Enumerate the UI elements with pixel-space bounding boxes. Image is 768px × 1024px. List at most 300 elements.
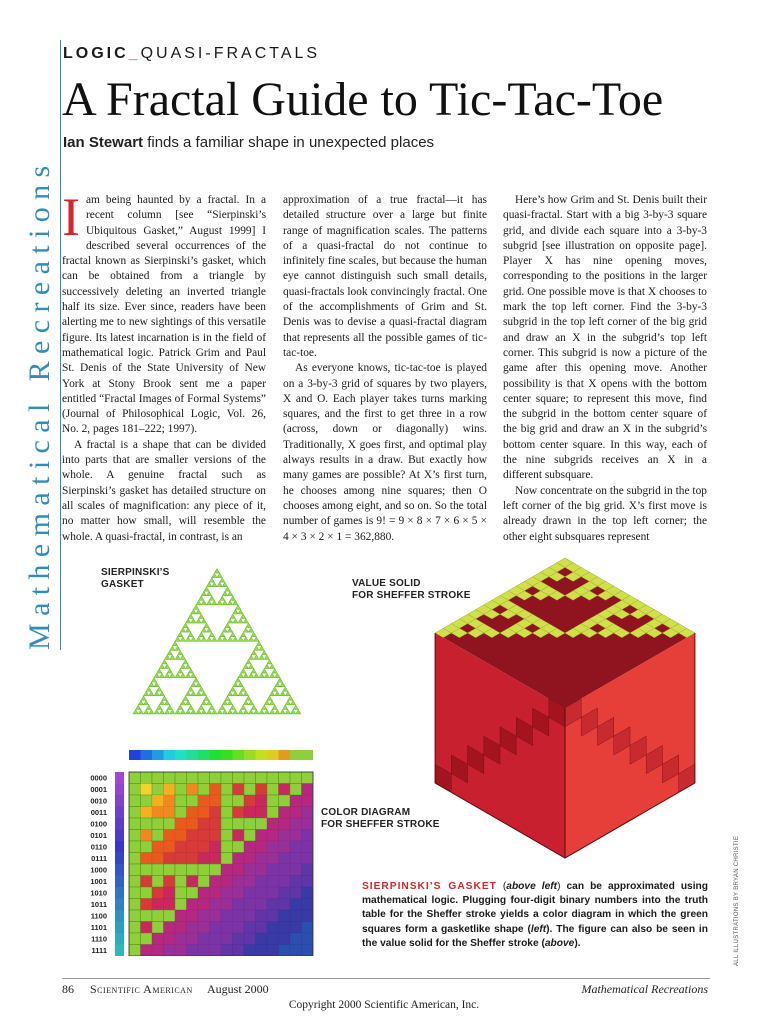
- legend-swatch: [115, 807, 124, 819]
- legend-swatch: [115, 910, 124, 922]
- gasket-triangle: [225, 587, 230, 592]
- color-cell: [244, 876, 256, 888]
- color-cell: [164, 818, 176, 830]
- color-cell: [210, 772, 222, 784]
- color-cell: [210, 784, 222, 796]
- color-cell: [279, 864, 291, 876]
- color-cell: [244, 772, 256, 784]
- color-cell: [187, 784, 199, 796]
- article-column-3: [503, 193, 707, 545]
- gasket-triangle: [165, 664, 170, 669]
- color-cell: [302, 945, 314, 957]
- binary-row-label: 0111: [91, 854, 107, 863]
- gasket-triangle: [233, 619, 238, 624]
- color-cell: [141, 818, 153, 830]
- color-cell: [233, 933, 245, 945]
- gasket-triangle: [277, 678, 282, 683]
- color-cell: [290, 899, 302, 911]
- binary-row-label: 1000: [90, 865, 107, 875]
- color-cell: [221, 876, 233, 888]
- paragraph: A fractal is a shape that can be divided into parts that are smaller versions of the whole. A genuine fractal such as Sierpinski’s gasket has detailed structure on all scales of magnification: any piece of it, no matter how small, will resemble the whole. A quasi-fractal, in contrast, is an: [62, 438, 266, 543]
- gasket-triangle: [259, 673, 264, 678]
- color-cell: [129, 795, 141, 807]
- color-cell: [221, 864, 233, 876]
- color-cell: [267, 841, 279, 853]
- color-cell: [267, 807, 279, 819]
- footer-rule: [62, 978, 710, 979]
- copyright: Copyright 2000 Scientific American, Inc.: [288, 999, 480, 1011]
- gasket-triangle: [209, 632, 214, 637]
- gasket-triangle: [264, 664, 269, 669]
- legend-swatch: [115, 933, 124, 945]
- gasket-triangle: [170, 709, 175, 714]
- gasket-triangle: [264, 709, 269, 714]
- color-cell: [152, 841, 164, 853]
- gasket-triangle: [133, 709, 138, 714]
- paragraph: approximation of a true fractal—it has detailed structure over a large but finite range of magnification scales. The patterns of a quasi-fractal do not continue to infinitely fine scales, but because the human eye cannot distinguish such small details, quasi-fractals look convincingly fractal. One of the accomplishments of Grim and St. Denis was to devise a quasi-fractal diagram that represents all the possible games of tic-tac-toe.: [283, 194, 487, 359]
- color-cell: [279, 772, 291, 784]
- color-cell: [256, 841, 268, 853]
- color-cell: [175, 887, 187, 899]
- color-cell: [175, 772, 187, 784]
- color-cell: [210, 887, 222, 899]
- gasket-triangle: [180, 637, 185, 642]
- byline-author: Ian Stewart: [63, 134, 144, 151]
- color-cell: [267, 922, 279, 934]
- gasket-triangle: [228, 637, 233, 642]
- color-cell: [233, 853, 245, 865]
- color-cell: [210, 899, 222, 911]
- gasket-triangle: [254, 673, 259, 678]
- binary-row-label: 0011: [90, 808, 107, 817]
- color-cell: [187, 945, 199, 957]
- gasket-triangle: [207, 709, 212, 714]
- color-cell: [175, 876, 187, 888]
- color-cell: [256, 887, 268, 899]
- color-cell: [290, 922, 302, 934]
- legend-swatch: [115, 784, 124, 796]
- legend-swatch: [115, 830, 124, 842]
- color-cell: [302, 864, 314, 876]
- gasket-triangle: [170, 646, 175, 651]
- legend-swatch: [115, 864, 124, 876]
- color-cell: [187, 887, 199, 899]
- gasket-triangle: [162, 696, 167, 701]
- gasket-triangle: [172, 641, 177, 646]
- color-cell: [187, 807, 199, 819]
- article-column-2: [283, 193, 487, 545]
- gasket-triangle: [259, 709, 264, 714]
- gasket-triangle: [270, 709, 275, 714]
- gasket-triangle: [243, 628, 248, 633]
- gasket-triangle: [262, 669, 267, 674]
- gasket-triangle: [165, 655, 170, 660]
- gasket-triangle: [180, 709, 185, 714]
- binary-row-label: 0001: [90, 785, 107, 794]
- color-cell: [129, 922, 141, 934]
- figure-caption: SIERPINSKI’S GASKET (above left) can be approximated using mathematical logic. Plugging four-digit binary numbers into the truth table for the Sheffer stroke yields a color diagram in which the green squares form a gasketlike shape (left). The figure can also be seen in the value solid for the Sheffer stroke (above).: [362, 881, 709, 949]
- color-cell: [233, 830, 245, 842]
- gasket-triangle: [254, 709, 259, 714]
- color-cell: [233, 807, 245, 819]
- legend-swatch: [115, 887, 124, 899]
- color-cell: [244, 933, 256, 945]
- color-cell: [175, 784, 187, 796]
- kicker-subtopic: QUASI-FRACTALS: [140, 45, 321, 62]
- gasket-triangle: [167, 669, 172, 674]
- gasket-triangle: [146, 705, 151, 710]
- legend-swatch: [198, 750, 210, 760]
- gasket-triangle: [283, 687, 288, 692]
- gasket-triangle: [209, 596, 214, 601]
- color-cell: [244, 899, 256, 911]
- gasket-triangle: [186, 673, 191, 678]
- gasket-triangle: [270, 664, 275, 669]
- legend-swatch: [233, 750, 245, 760]
- gasket-triangle: [207, 628, 212, 633]
- section-name: Mathematical Recreations: [581, 982, 708, 996]
- color-cell: [290, 887, 302, 899]
- gasket-triangle: [241, 614, 246, 619]
- gasket-triangle: [196, 691, 201, 696]
- gasket-triangle: [238, 673, 243, 678]
- gasket-triangle: [199, 705, 204, 710]
- gasket-triangle: [188, 614, 193, 619]
- color-cell: [141, 784, 153, 796]
- legend-swatch: [279, 750, 291, 760]
- caption-ref: left: [530, 923, 547, 935]
- gasket-triangle: [183, 659, 188, 664]
- color-cell: [279, 899, 291, 911]
- legend-swatch: [115, 876, 124, 888]
- color-cell: [221, 899, 233, 911]
- color-cell: [152, 795, 164, 807]
- color-cell: [221, 818, 233, 830]
- gasket-triangle: [293, 705, 298, 710]
- color-cell: [290, 910, 302, 922]
- color-cell: [290, 772, 302, 784]
- color-cell: [129, 830, 141, 842]
- color-cell: [187, 864, 199, 876]
- color-cell: [221, 922, 233, 934]
- color-cell: [129, 945, 141, 957]
- gasket-triangle: [154, 682, 159, 687]
- color-cell: [302, 807, 314, 819]
- color-cell: [233, 818, 245, 830]
- gasket-triangle: [201, 637, 206, 642]
- gasket-triangle: [233, 609, 238, 614]
- color-cell: [279, 910, 291, 922]
- gasket-triangle: [159, 709, 164, 714]
- color-cell: [129, 853, 141, 865]
- color-cell: [267, 818, 279, 830]
- legend-swatch: [115, 945, 124, 957]
- color-cell: [210, 818, 222, 830]
- color-cell: [141, 933, 153, 945]
- gasket-triangle: [233, 600, 238, 605]
- gasket-triangle: [212, 582, 217, 587]
- color-cell: [175, 933, 187, 945]
- color-cell: [302, 841, 314, 853]
- color-cell: [164, 830, 176, 842]
- color-cell: [302, 784, 314, 796]
- gasket-triangle: [220, 705, 225, 710]
- color-cell: [175, 818, 187, 830]
- color-cell: [141, 922, 153, 934]
- color-cell: [302, 933, 314, 945]
- gasket-triangle: [249, 664, 254, 669]
- color-cell: [279, 830, 291, 842]
- binary-row-label: 1001: [90, 877, 107, 886]
- gasket-triangle: [228, 600, 233, 605]
- color-cell: [233, 876, 245, 888]
- gasket-triangle: [209, 578, 214, 583]
- gasket-triangle: [180, 700, 185, 705]
- gasket-triangle: [141, 696, 146, 701]
- color-cell: [164, 841, 176, 853]
- gasket-triangle: [186, 700, 191, 705]
- gasket-triangle: [178, 669, 183, 674]
- color-cell: [152, 922, 164, 934]
- legend-swatch: [115, 818, 124, 830]
- gasket-triangle: [233, 709, 238, 714]
- gasket-triangle: [199, 614, 204, 619]
- color-cell: [210, 807, 222, 819]
- gasket-triangle: [251, 650, 256, 655]
- gasket-triangle: [196, 637, 201, 642]
- color-cell: [267, 876, 279, 888]
- gasket-triangle: [249, 709, 254, 714]
- caption-text: ). The figure can also be seen in the value solid for the Sheffer stroke (: [362, 923, 708, 949]
- color-cell: [279, 933, 291, 945]
- gasket-triangle: [264, 673, 269, 678]
- color-cell: [198, 772, 210, 784]
- color-cell: [233, 795, 245, 807]
- gasket-triangle: [241, 687, 246, 692]
- gasket-triangle: [149, 691, 154, 696]
- gasket-triangle: [246, 623, 251, 628]
- legend-swatch: [256, 750, 268, 760]
- color-cell: [175, 910, 187, 922]
- color-cell: [233, 922, 245, 934]
- color-cell: [175, 795, 187, 807]
- gasket-triangle: [196, 600, 201, 605]
- color-cell: [187, 899, 199, 911]
- byline: [63, 134, 434, 151]
- gasket-triangle: [199, 632, 204, 637]
- color-diagram-label-line: FOR SHEFFER STROKE: [321, 819, 440, 830]
- kicker-separator: _: [128, 45, 141, 62]
- binary-row-label: 1110: [91, 934, 107, 944]
- gasket-triangle: [264, 700, 269, 705]
- gasket-triangle: [220, 578, 225, 583]
- gasket-triangle: [217, 600, 222, 605]
- legend-swatch: [115, 772, 124, 784]
- color-cell: [244, 864, 256, 876]
- gasket-triangle: [144, 709, 149, 714]
- color-diagram-figure: [81, 750, 316, 956]
- gasket-triangle: [249, 673, 254, 678]
- color-cell: [198, 784, 210, 796]
- color-cell: [187, 818, 199, 830]
- color-cell: [175, 922, 187, 934]
- gasket-label-line: SIERPINSKI’S: [101, 567, 170, 578]
- gasket-triangle: [235, 678, 240, 683]
- color-cell: [244, 945, 256, 957]
- paragraph: am being haunted by a fractal. In a recent column [see “Sierpinski’s Ubiquitous Gasket,” August 1999] I described several occurrences of the fractal known as Sierpinski’s gasket, which can be obtained from a triangle by successively deleting an inverted triangle half its size. Ever since, readers have been alerting me to new sightings of this versatile figure. Its latest incarnation is in the field of mathematical logic. Patrick Grim and Paul St. Denis of the State University of New York at Stony Brook sent me a paper entitled “Fractal Images of Formal Systems” (Journal of Philosophical Logic, Vol. 26, No. 2, pages 181–222; 1997).: [62, 194, 266, 436]
- gasket-triangle: [264, 655, 269, 660]
- color-cell: [233, 945, 245, 957]
- color-cell: [152, 899, 164, 911]
- gasket-triangle: [222, 628, 227, 633]
- color-cell: [256, 899, 268, 911]
- color-cell: [267, 945, 279, 957]
- gasket-triangle: [165, 700, 170, 705]
- gasket-triangle: [183, 623, 188, 628]
- legend-swatch: [115, 841, 124, 853]
- gasket-triangle: [228, 691, 233, 696]
- gasket-triangle: [154, 709, 159, 714]
- color-cell: [187, 841, 199, 853]
- gasket-triangle: [222, 582, 227, 587]
- gasket-triangle: [175, 673, 180, 678]
- color-cell: [175, 841, 187, 853]
- legend-swatch: [141, 750, 153, 760]
- gasket-triangle: [180, 628, 185, 633]
- color-cell: [152, 876, 164, 888]
- gasket-triangle: [262, 705, 267, 710]
- gasket-triangle: [230, 596, 235, 601]
- gasket-triangle: [291, 709, 296, 714]
- gasket-triangle: [186, 709, 191, 714]
- color-cell: [187, 933, 199, 945]
- drop-cap: I: [62, 187, 80, 247]
- illustration-credit: ALL ILLUSTRATIONS BY BRYAN CHRISTIE: [734, 835, 740, 966]
- gasket-triangle: [207, 600, 212, 605]
- color-cell: [279, 853, 291, 865]
- binary-row-label: 1100: [90, 911, 107, 921]
- gasket-triangle: [193, 678, 198, 683]
- gasket-triangle: [235, 605, 240, 610]
- color-cell: [290, 795, 302, 807]
- value-solid-figure: [400, 548, 722, 870]
- color-cell: [221, 945, 233, 957]
- color-cell: [267, 933, 279, 945]
- color-cell: [164, 795, 176, 807]
- gasket-triangle: [251, 705, 256, 710]
- gasket-triangle: [251, 632, 256, 637]
- color-cell: [164, 876, 176, 888]
- color-cell: [279, 876, 291, 888]
- color-cell: [210, 933, 222, 945]
- color-cell: [198, 853, 210, 865]
- color-cell: [221, 910, 233, 922]
- gasket-triangle: [259, 646, 264, 651]
- color-cell: [187, 772, 199, 784]
- gasket-triangle: [180, 673, 185, 678]
- color-cell: [141, 887, 153, 899]
- color-cell: [244, 830, 256, 842]
- gasket-triangle: [180, 664, 185, 669]
- color-cell: [302, 853, 314, 865]
- gasket-triangle: [151, 678, 156, 683]
- gasket-triangle: [196, 609, 201, 614]
- gasket-triangle: [267, 659, 272, 664]
- gasket-triangle: [225, 623, 230, 628]
- gasket-triangle: [159, 664, 164, 669]
- gasket-triangle: [230, 705, 235, 710]
- gasket-triangle: [191, 619, 196, 624]
- binary-row-label: 0000: [90, 773, 107, 783]
- gasket-triangle: [272, 705, 277, 710]
- gasket-triangle: [201, 691, 206, 696]
- paragraph: Here’s how Grim and St. Denis built their quasi-fractal. Start with a big 3-by-3 square grid, and divide each square into a 3-by-3 subgrid [see illustration on opposite page]. Player X has nine opening moves, corresponding to the positions in the larger grid. One possible move is that X chooses to mark the top left corner. Find the 3-by-3 subgrid in the top left corner of the big grid and draw an X in the subgrid’s top left corner. This subgrid is now a picture of the game after this opening move. Another possibility is that X opens with the bottom center square; to represent this move, find the subgrid in the bottom center square of the big grid and draw an X in the subgrid’s bottom center square. In this way, each of the nine subgrids receives an X in a different subsquare.: [503, 194, 707, 482]
- gasket-triangle: [138, 700, 143, 705]
- color-cell: [152, 864, 164, 876]
- color-cell: [302, 910, 314, 922]
- section-sidebar-text: Mathematical Recreations: [23, 158, 56, 650]
- color-cell: [152, 807, 164, 819]
- color-cell: [129, 841, 141, 853]
- gasket-triangle: [243, 637, 248, 642]
- color-cell: [233, 910, 245, 922]
- color-cell: [175, 945, 187, 957]
- gasket-triangle: [249, 655, 254, 660]
- gasket-triangle: [228, 709, 233, 714]
- gasket-triangle: [217, 637, 222, 642]
- color-cell: [279, 807, 291, 819]
- color-cell: [244, 818, 256, 830]
- sidebar-rule: [60, 40, 61, 650]
- color-cell: [129, 864, 141, 876]
- caption-text: can be approximated using mathematical logic. Plugging four-digit binary numbers into the truth table for the Sheffer stroke yields a color diagram in which the green squares form a gasketlike shape (: [362, 881, 709, 935]
- gasket-triangle: [144, 700, 149, 705]
- color-cell: [164, 922, 176, 934]
- gasket-triangle: [154, 673, 159, 678]
- gasket-triangle: [162, 659, 167, 664]
- color-cell: [302, 830, 314, 842]
- gasket-triangle: [188, 705, 193, 710]
- color-cell: [221, 853, 233, 865]
- gasket-triangle: [170, 673, 175, 678]
- color-cell: [198, 864, 210, 876]
- color-cell: [152, 910, 164, 922]
- gasket-triangle: [212, 573, 217, 578]
- color-cell: [256, 830, 268, 842]
- gasket-triangle: [243, 691, 248, 696]
- gasket-triangle: [230, 632, 235, 637]
- gasket-triangle: [212, 600, 217, 605]
- color-cell: [175, 853, 187, 865]
- color-cell: [256, 818, 268, 830]
- gasket-triangle: [186, 637, 191, 642]
- gasket-triangle: [256, 641, 261, 646]
- color-cell: [279, 945, 291, 957]
- gasket-triangle: [249, 700, 254, 705]
- color-cell: [129, 910, 141, 922]
- gasket-triangle: [196, 619, 201, 624]
- color-cell: [233, 864, 245, 876]
- color-cell: [244, 784, 256, 796]
- caption-text: ).: [574, 937, 581, 949]
- color-cell: [141, 876, 153, 888]
- color-cell: [279, 818, 291, 830]
- color-cell: [244, 853, 256, 865]
- gasket-triangle: [196, 709, 201, 714]
- color-cell: [141, 910, 153, 922]
- color-cell: [164, 784, 176, 796]
- gasket-label-line: GASKET: [101, 579, 144, 590]
